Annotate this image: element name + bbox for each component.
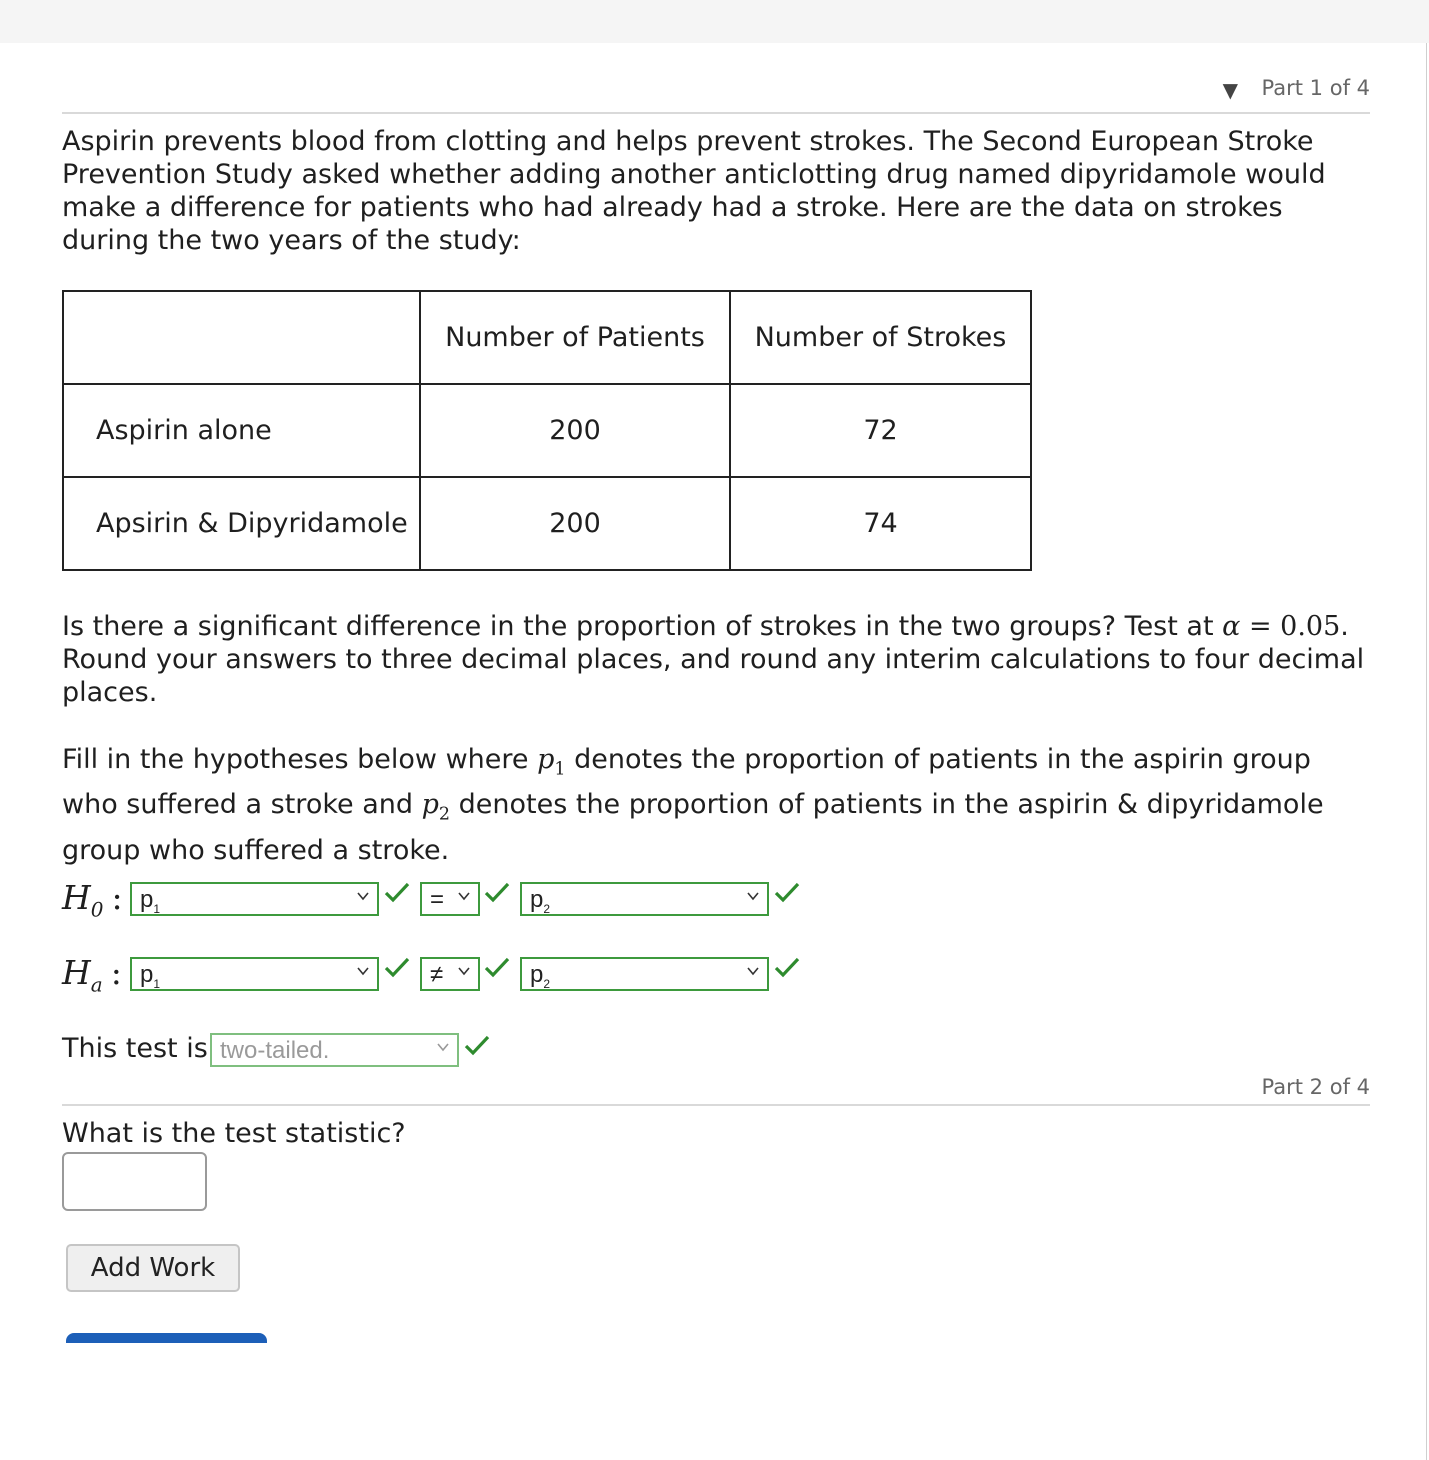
select-value xyxy=(140,886,160,916)
submit-button[interactable] xyxy=(66,1333,267,1343)
select-value: two-tailed. xyxy=(220,1037,330,1064)
h-symbol: H xyxy=(62,878,91,917)
h0-operator-select[interactable] xyxy=(420,882,480,916)
select-value-sub: 2 xyxy=(543,901,551,916)
part-2-header xyxy=(62,1075,1370,1105)
chevron-down-icon xyxy=(458,965,470,977)
ha-left-select[interactable] xyxy=(130,957,379,991)
select-value-text: p xyxy=(140,961,154,988)
colon: : xyxy=(110,953,122,992)
alpha-value: 0.05 xyxy=(1280,611,1341,642)
check-icon xyxy=(773,880,801,904)
select-value-text: p xyxy=(530,886,544,913)
check-icon xyxy=(773,955,801,979)
select-value-sub: 1 xyxy=(153,901,161,916)
part-1-divider xyxy=(62,112,1370,114)
chevron-down-icon xyxy=(747,890,759,902)
select-value: ≠ xyxy=(430,961,444,988)
chevron-down-icon xyxy=(437,1041,449,1053)
table-header-cell: Number of Patients xyxy=(420,291,730,384)
data-table xyxy=(62,290,1032,571)
equals-symbol: = xyxy=(1240,611,1281,642)
row-label: Aspirin alone xyxy=(63,384,420,477)
h-symbol: H xyxy=(62,953,91,992)
chevron-down-icon xyxy=(357,890,369,902)
table-header-cell xyxy=(63,291,420,384)
instruction-part: Fill in the hypotheses below where xyxy=(62,744,538,775)
question-text-part: . Round your answers to three decimal places, and round any interim calculations to four decimal places. xyxy=(62,611,1365,708)
test-statistic-question: What is the test statistic? xyxy=(62,1118,406,1149)
h0-right-select[interactable] xyxy=(520,882,769,916)
alpha-symbol: α xyxy=(1222,611,1241,642)
strokes-cell: 74 xyxy=(730,477,1031,570)
p1-subscript: 1 xyxy=(554,759,566,780)
question-text xyxy=(62,610,1372,709)
chevron-down-icon xyxy=(747,965,759,977)
ha-label xyxy=(62,953,122,997)
check-icon xyxy=(383,880,411,904)
chevron-down-icon xyxy=(357,965,369,977)
p1-symbol: p xyxy=(537,744,555,775)
ha-right-select[interactable] xyxy=(520,957,769,991)
part-2-label: Part 2 of 4 xyxy=(1261,1075,1370,1099)
select-value-text: p xyxy=(530,961,544,988)
select-value-text: p xyxy=(140,886,154,913)
check-icon xyxy=(483,955,511,979)
colon: : xyxy=(111,878,123,917)
part-2-divider xyxy=(62,1104,1370,1106)
table-row xyxy=(63,384,1031,477)
table-row xyxy=(63,477,1031,570)
hypotheses-instruction xyxy=(62,742,1372,869)
table-header-cell: Number of Strokes xyxy=(730,291,1031,384)
select-value-sub: 1 xyxy=(153,976,161,991)
h0-subscript: 0 xyxy=(90,897,104,922)
h0-label xyxy=(62,878,123,922)
chevron-down-icon xyxy=(458,890,470,902)
part-1-label: Part 1 of 4 xyxy=(1261,76,1370,100)
top-bar xyxy=(0,0,1429,43)
row-label: Apsirin & Dipyridamole xyxy=(63,477,420,570)
window-edge xyxy=(1426,43,1427,1460)
check-icon xyxy=(383,955,411,979)
instruction-part: denotes the proportion of patients in the aspirin & dipyridamole group who suffered a stroke. xyxy=(62,789,1324,866)
select-value xyxy=(530,961,550,991)
select-value xyxy=(140,961,160,991)
p2-symbol: p xyxy=(421,789,439,821)
question-text-part: Is there a significant difference in the proportion of strokes in the two groups? Test at xyxy=(62,611,1223,642)
triangle-down-icon[interactable]: ▼ xyxy=(1222,78,1238,102)
intro-text: Aspirin prevents blood from clotting and helps prevent strokes. The Second European Stroke Prevention Study asked whether adding another anticlotting drug named dipyridamole would make a difference for patients who had already had a stroke. Here are the data on strokes during the two years of the study: xyxy=(62,126,1326,256)
check-icon xyxy=(463,1033,491,1057)
test-statistic-input[interactable] xyxy=(62,1152,207,1211)
p2-subscript: 2 xyxy=(438,804,451,825)
test-type-label: This test is xyxy=(62,1033,208,1064)
part-1-header[interactable] xyxy=(62,76,1370,106)
select-value-sub: 2 xyxy=(543,976,551,991)
strokes-cell: 72 xyxy=(730,384,1031,477)
ha-subscript: a xyxy=(90,972,103,997)
select-value xyxy=(530,886,550,916)
add-work-button[interactable]: Add Work xyxy=(66,1244,240,1292)
h0-left-select[interactable] xyxy=(130,882,379,916)
ha-operator-select[interactable] xyxy=(420,957,480,991)
select-value: = xyxy=(430,886,445,913)
table-header-row xyxy=(63,291,1031,384)
instruction-part: denotes the proportion of patients in the aspirin group who suffered a stroke and xyxy=(62,744,1311,821)
patients-cell: 200 xyxy=(420,477,730,570)
check-icon xyxy=(483,880,511,904)
test-type-select[interactable] xyxy=(210,1033,459,1067)
patients-cell: 200 xyxy=(420,384,730,477)
